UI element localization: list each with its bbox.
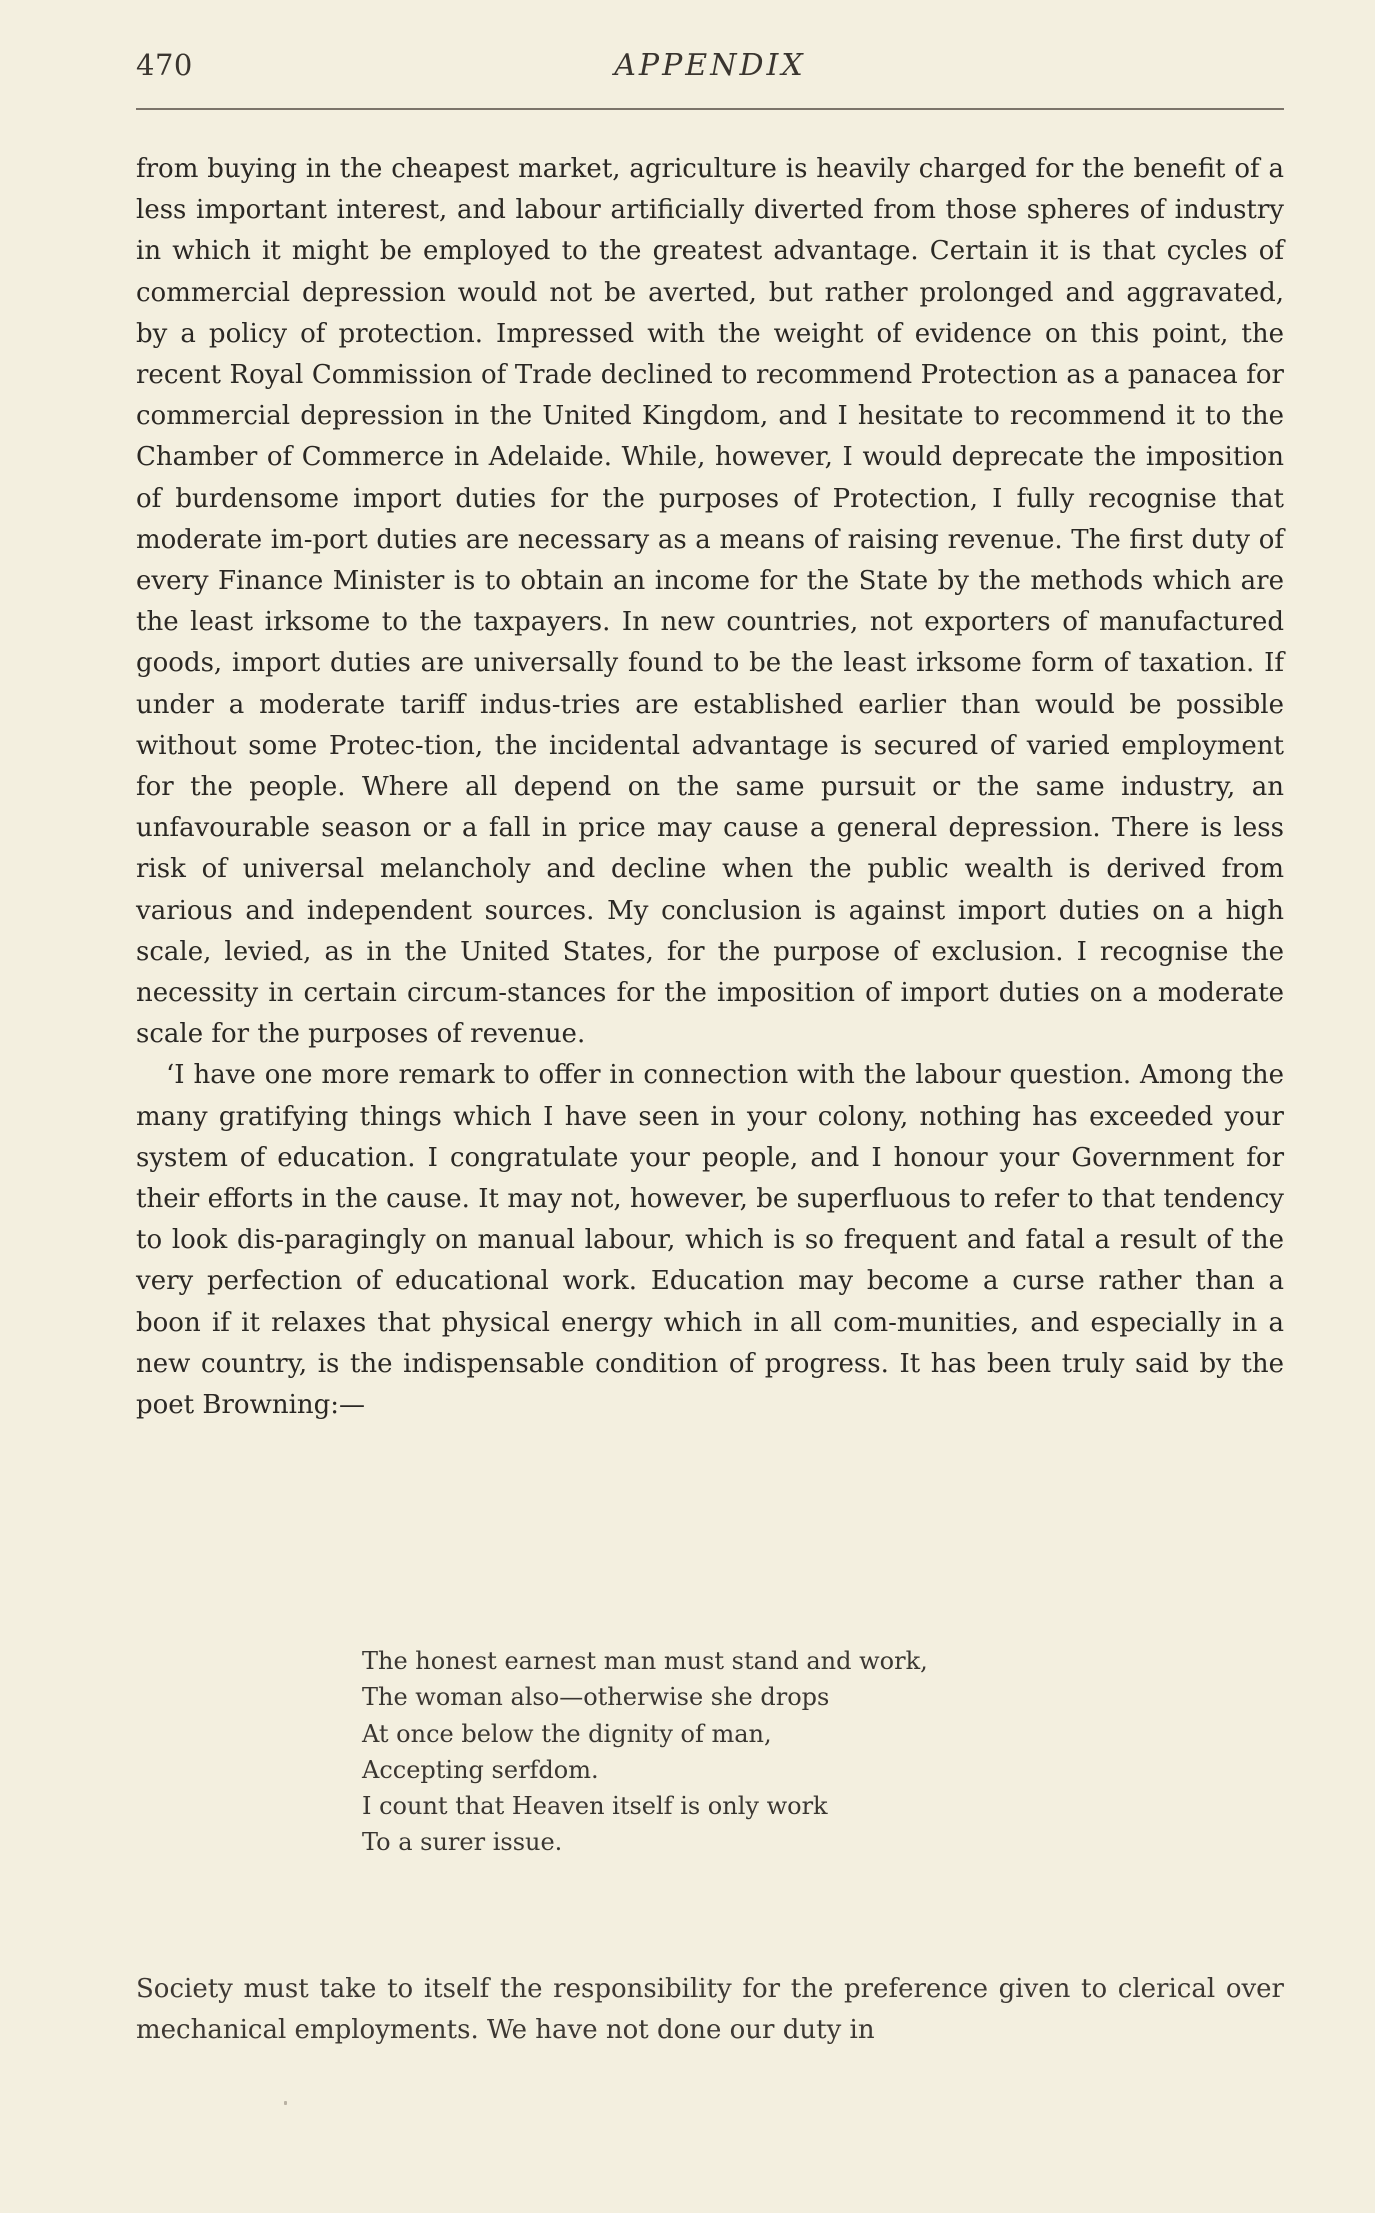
verse-quotation xyxy=(362,1643,1162,1861)
paragraph-society: Society must take to itself the responsibility for the preference given to clerical over mechanical employments. We have not done our duty in xyxy=(136,1974,1284,2046)
verse-line: To a surer issue. xyxy=(362,1828,563,1857)
paragraph-labour-question: ‘I have one more remark to offer in connection with the labour question. Among the many gratifying things which I have seen in your colony, nothing has exceeded your system of education. I congratulate your people, and I honour your Government for their efforts in the cause. It may not, however, be superfluous to refer to that tendency to look dis-paragingly on manual labour, which is so frequent and fatal a result of the very perfection of educational work. Education may become a curse rather than a boon if it relaxes that physical energy which in all com-munities, and especially in a new country, is the indispensable condition of progress. It has been truly said by the poet Browning:— xyxy=(136,1060,1284,1421)
running-title: APPENDIX xyxy=(614,48,806,83)
verse-line: The woman also—otherwise she drops xyxy=(362,1683,830,1712)
header-rule xyxy=(136,108,1284,110)
body-text xyxy=(136,149,1284,1426)
paragraph-continued: from buying in the cheapest market, agriculture is heavily charged for the benefit of a less important interest, and labour artificially diverted from those spheres of industry in which it might be employed to the greatest advantage. Certain it is that cycles of commercial depression would not be averted, but rather prolonged and aggravated, by a policy of protection. Impressed with the weight of evidence on this point, the recent Royal Commission of Trade declined to recommend Protection as a panacea for commercial depression in the United Kingdom, and I hesitate to recommend it to the Chamber of Commerce in Adelaide. While, however, I would deprecate the imposition of burdensome import duties for the purposes of Protection, I fully recognise that moderate im-port duties are necessary as a means of raising revenue. The first duty of every Finance Minister is to obtain an income for the State by the methods which are the least irksome to the taxpayers. In new countries, not exporters of manufactured goods, import duties are universally found to be the least irksome form of taxation. If under a moderate tariff indus-tries are established earlier than would be possible without some Protec-tion, the incidental advantage is secured of varied employment for the people. Where all depend on the same pursuit or the same industry, an unfavourable season or a fall in price may cause a general depression. There is less risk of universal melancholy and decline when the public wealth is derived from various and independent sources. My conclusion is against import duties on a high scale, levied, as in the United States, for the purpose of exclusion. I recognise the necessity in certain circum-stances for the imposition of import duties on a moderate scale for the purposes of revenue. xyxy=(136,154,1284,1050)
closing-text xyxy=(136,1969,1284,2051)
verse-line: The honest earnest man must stand and work, xyxy=(362,1647,928,1675)
verse-line: I count that Heaven itself is only work xyxy=(362,1792,828,1821)
page-number: 470 xyxy=(136,48,193,82)
verse-line: Accepting serfdom. xyxy=(362,1755,599,1784)
verse-line: At once below the dignity of man, xyxy=(362,1719,772,1748)
page-header xyxy=(136,48,1284,92)
paper-speck xyxy=(284,2101,287,2105)
